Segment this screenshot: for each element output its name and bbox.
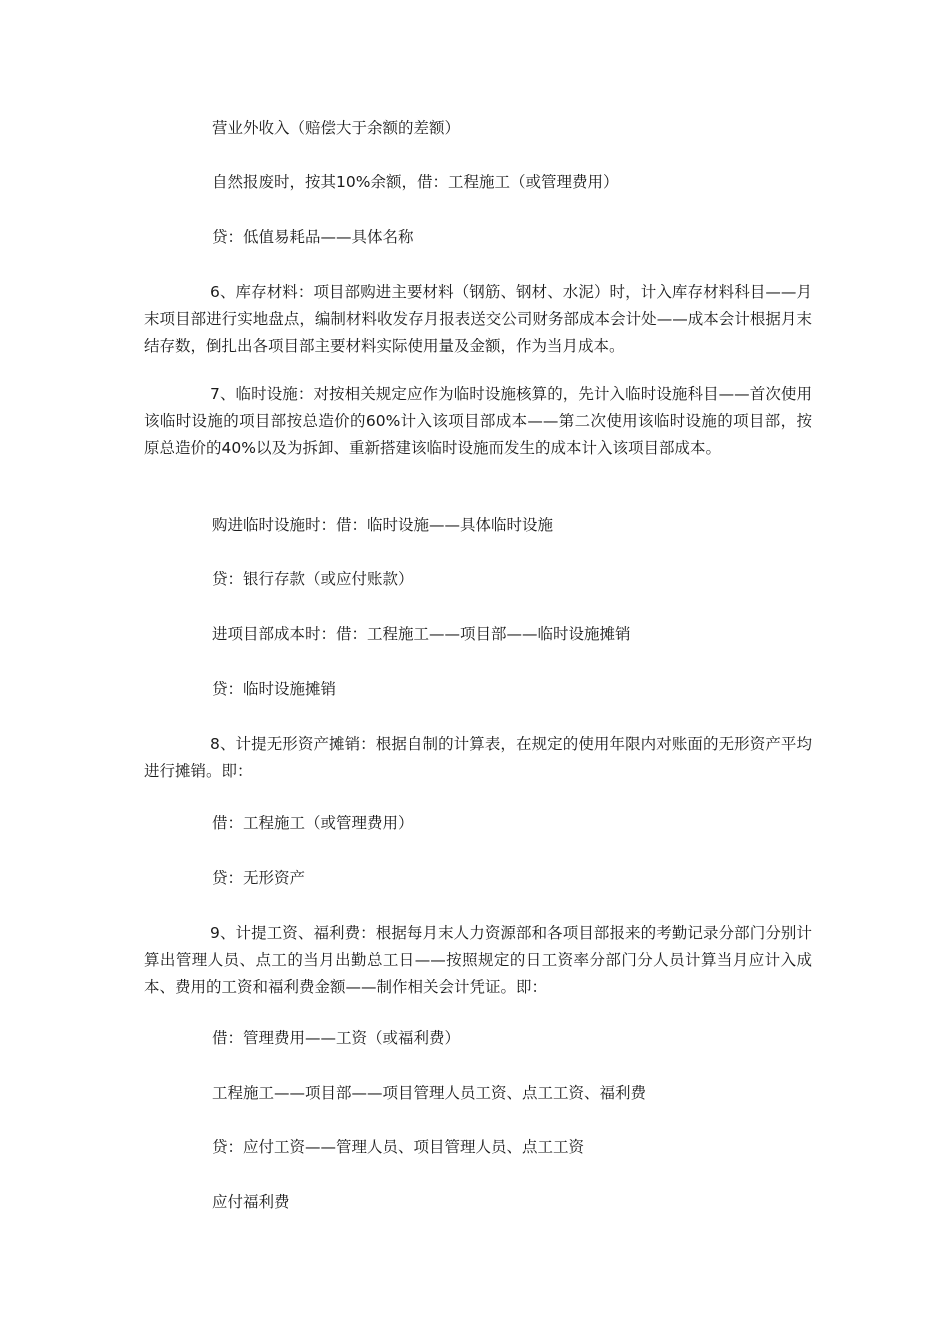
paragraph-2: 自然报废时，按其10%余额，借：工程施工（或管理费用） (212, 173, 619, 191)
paragraph-17: 应付福利费 (212, 1193, 290, 1211)
paragraph-16: 贷：应付工资——管理人员、项目管理人员、点工工资 (212, 1138, 585, 1156)
paragraph-5: 7、临时设施：对按相关规定应作为临时设施核算的，先计入临时设施科目——首次使用该临时设施的项目部按总造价的60%计入该项目部成本——第二次使用该临时设施的项目部，按原总造价的40%以及为拆卸、重新搭建该临时设施而发生的成本计入该项目部成本。 (144, 385, 812, 457)
paragraph-12: 贷：无形资产 (212, 869, 306, 887)
paragraph-9: 贷：临时设施摊销 (212, 680, 337, 698)
paragraph-10: 8、计提无形资产摊销：根据自制的计算表，在规定的使用年限内对账面的无形资产平均进行摊销。即： (144, 735, 812, 780)
paragraph-6: 购进临时设施时：借：临时设施——具体临时设施 (212, 516, 554, 534)
paragraph-1: 营业外收入（赔偿大于余额的差额） (212, 119, 461, 137)
paragraph-15: 工程施工——项目部——项目管理人员工资、点工工资、福利费 (212, 1084, 647, 1102)
paragraph-7: 贷：银行存款（或应付账款） (212, 570, 414, 588)
paragraph-3: 贷：低值易耗品——具体名称 (212, 228, 414, 246)
paragraph-4: 6、库存材料：项目部购进主要材料（钢筋、钢材、水泥）时，计入库存材料科目——月末项目部进行实地盘点，编制材料收发存月报表送交公司财务部成本会计处——成本会计根据月末结存数，倒扎出各项目部主要材料实际使用量及金额，作为当月成本。 (144, 283, 812, 355)
paragraph-11: 借：工程施工（或管理费用） (212, 814, 414, 832)
paragraph-8: 进项目部成本时：借：工程施工——项目部——临时设施摊销 (212, 625, 631, 643)
paragraph-13: 9、计提工资、福利费：根据每月末人力资源部和各项目部报来的考勤记录分部门分别计算出管理人员、点工的当月出勤总工日——按照规定的日工资率分部门分人员计算当月应计入成本、费用的工资和福利费金额——制作相关会计凭证。即： (144, 924, 812, 996)
paragraph-14: 借：管理费用——工资（或福利费） (212, 1029, 461, 1047)
